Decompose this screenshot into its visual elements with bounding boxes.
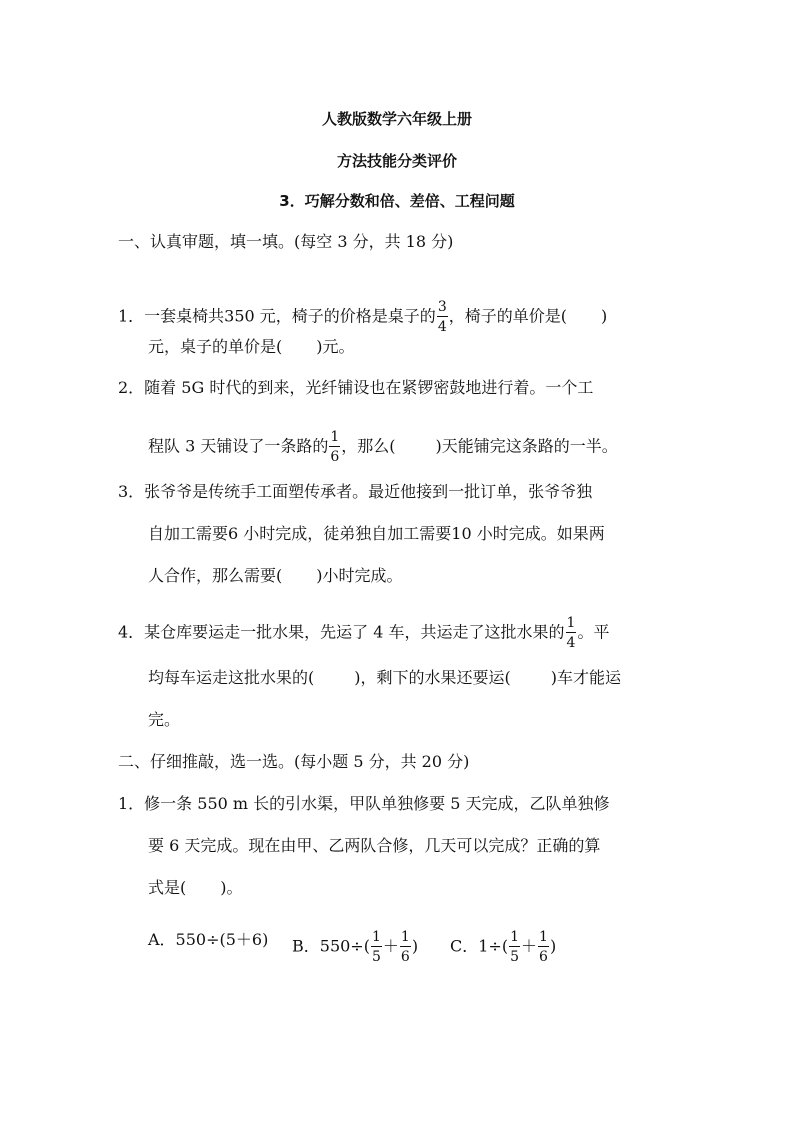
section2-heading: 二、仔细推敲，选一选。(每小题 5 分，共 20 分)	[118, 752, 470, 771]
fraction: $\frac{1}{6}$	[400, 929, 410, 965]
question-3-line-2: 自加工需要6 小时完成，徒弟独自加工需要10 小时完成。如果两	[148, 524, 605, 543]
question-3-line-1: 3．张爷爷是传统手工面塑传承者。最近他接到一批订单，张爷爷独	[118, 482, 593, 501]
s2-question-1-line-3: 式是( )。	[148, 878, 243, 897]
q1-text-a: 1．一套桌椅共350 元，椅子的价格是桌子的	[118, 306, 436, 326]
s2-question-1-line-2: 要 6 天完成。现在由甲、乙两队合修，几天可以完成？正确的算	[148, 836, 601, 855]
question-4-line-2: 均每车运走这批水果的( )，剩下的水果还要运( )车才能运	[148, 668, 621, 687]
section1-heading: 一、认真审题，填一填。(每空 3 分，共 18 分)	[118, 232, 454, 251]
title-textbook: 人教版数学六年级上册	[321, 110, 472, 128]
title-evaluation: 方法技能分类评价	[336, 152, 457, 170]
question-3-line-3: 人合作，那么需要( )小时完成。	[148, 566, 403, 585]
question-2-line-2: 程队 3 天铺设了一条路的 $\frac{1}{6}$ ，那么( )天能铺完这条路的一半。	[148, 429, 618, 465]
title-topic: 3．巧解分数和倍、差倍、工程问题	[279, 192, 515, 210]
question-1-line-2: 元，桌子的单价是( )元。	[148, 337, 355, 356]
question-4-line-3: 完。	[148, 710, 181, 729]
fraction: $\frac{3}{4}$	[437, 299, 447, 335]
fraction: $\frac{1}{5}$	[510, 929, 519, 965]
fraction: $\frac{1}{6}$	[539, 929, 548, 965]
fraction: $\frac{1}{6}$	[330, 429, 340, 465]
option-c[interactable]: C．1÷( $\frac{1}{5}$ ＋ $\frac{1}{6}$ )	[450, 929, 557, 965]
fraction: $\frac{1}{4}$	[566, 615, 576, 651]
option-b[interactable]: B．550÷( $\frac{1}{5}$ ＋ $\frac{1}{6}$ )	[292, 929, 419, 965]
option-a[interactable]: A．550÷(5＋6)	[148, 930, 269, 949]
s2-question-1-line-1: 1．修一条 550 m 长的引水渠，甲队单独修要 5 天完成，乙队单独修	[118, 794, 610, 813]
fraction: $\frac{1}{5}$	[371, 929, 381, 965]
q1-text-b: ，椅子的单价是(	[448, 306, 567, 326]
question-4-line-1: 4．某仓库要运走一批水果，先运了 4 车，共运走了这批水果的 $\frac{1}{4}$ 。平	[118, 615, 610, 651]
question-2-line-1: 2．随着 5G 时代的到来，光纤铺设也在紧锣密鼓地进行着。一个工	[118, 378, 594, 397]
question-1-line-1: 1．一套桌椅共350 元，椅子的价格是桌子的 $\frac{3}{4}$ ，椅子的单价是( )	[118, 299, 608, 335]
